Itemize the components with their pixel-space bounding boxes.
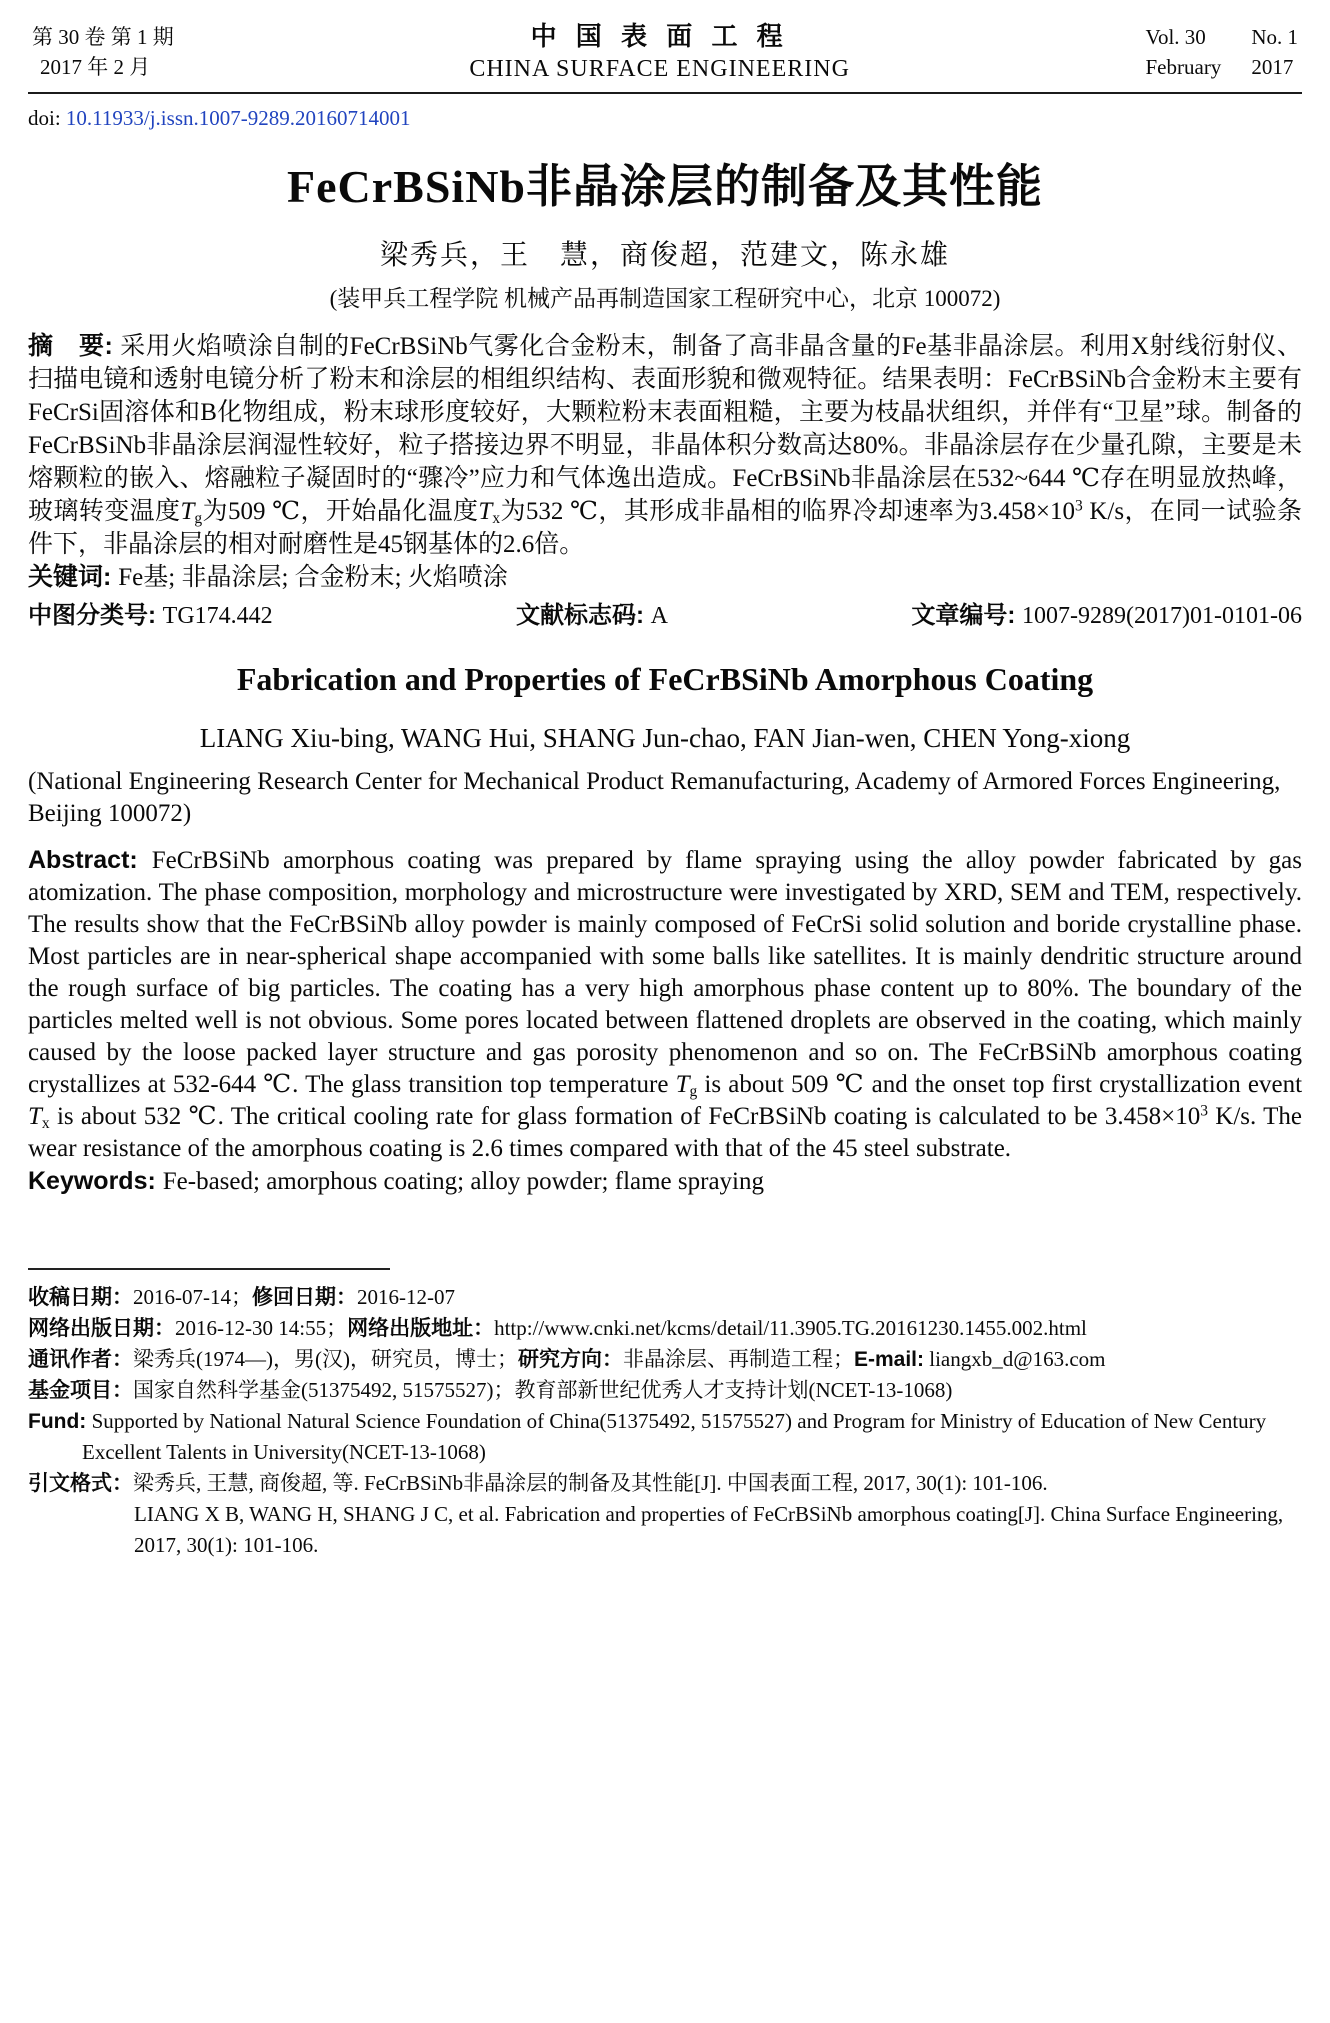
- clc-number: [28, 600, 273, 632]
- abstract-cn-text-1: 采用火焰喷涂自制的FeCrBSiNb气雾化合金粉末，制备了高非晶含量的Fe基非晶涂层。利用X射线衍射仪、扫描电镜和透射电镜分析了粉末和涂层的相组织结构、表面形貌和微观特征。结果表明：FeCrBSiNb合金粉末主要有FeCrSi固溶体和B化物组成，粉末球形度较好，大颗粒粉末表面粗糙，主要为枝晶状组织，并伴有“卫星”球。制备的FeCrBSiNb非晶涂层润湿性较好，粒子搭接边界不明显，非晶体积分数高达80%。非晶涂层存在少量孔隙，主要是未熔颗粒的嵌入、熔融粒子凝固时的“骤冷”应力和气体逸出造成。FeCrBSiNb非晶涂层在532~644 ℃存在明显放热峰，玻璃转变温度: [28, 333, 1303, 525]
- article-id-label: 文章编号:: [911, 602, 1023, 629]
- clc-value: TG174.442: [162, 603, 273, 629]
- fund-en-label: Fund:: [28, 1410, 87, 1433]
- keywords-label-en: Keywords:: [28, 1167, 163, 1195]
- header-rule: [28, 92, 1302, 94]
- keywords-en: [28, 1165, 1302, 1198]
- abstract-label-cn: 摘 要:: [28, 332, 121, 360]
- affiliation-en: (National Engineering Research Center for Mechanical Product Remanufacturing, Academy of Armored Forces Engineering, Beijing 100072): [28, 768, 1281, 827]
- online-address-url: http://www.cnki.net/kcms/detail/11.3905.TG.20161230.1455.002.html: [494, 1316, 1087, 1340]
- abstract-cn: [28, 330, 1302, 561]
- glass-transition-subscript: g: [194, 509, 203, 527]
- journal-title-block: [469, 20, 850, 84]
- glass-transition-symbol-en: T: [675, 1071, 690, 1098]
- doi-link[interactable]: 10.11933/j.issn.1007-9289.20160714001: [65, 106, 411, 130]
- document-code-label: 文献标志码:: [516, 602, 651, 629]
- authors-cn: 梁秀兵，王 慧，商俊超，范建文，陈永雄: [379, 240, 950, 271]
- abstract-cn-text-4: K/s，在同一试验条件下，非晶涂层的相对耐磨性是45钢基体的2.6倍。: [28, 498, 1302, 558]
- cooling-rate-exponent: 3: [1074, 497, 1083, 515]
- keywords-cn: [28, 561, 1302, 594]
- email-value: liangxb_d@163.com: [924, 1347, 1106, 1371]
- fund-cn-label: 基金项目：: [28, 1379, 133, 1402]
- article-id: [911, 600, 1302, 632]
- citation-en: LIANG X B, WANG H, SHANG J C, et al. Fabrication and properties of FeCrBSiNb amorphous coating[J]. China Surface Engineering, 2017, 30(1): 101-106.: [134, 1502, 1284, 1557]
- journal-header: [28, 18, 1302, 92]
- affiliation-cn: (装甲兵工程学院 机械产品再制造国家工程研究中心，北京 100072): [329, 286, 1001, 311]
- corresponding-author-label: 通讯作者：: [28, 1348, 133, 1371]
- abstract-en-text-4: K/s. The wear resistance of the amorphous coating is 2.6 times compared with that of the 45 steel substrate.: [28, 1103, 1302, 1162]
- header-date-cn: 2017 年 2 月: [40, 55, 151, 79]
- note-fund-cn: [28, 1375, 1302, 1406]
- online-date-label: 网络出版日期：: [28, 1317, 175, 1340]
- abstract-cn-text-2: 为509 ℃，开始晶化温度: [202, 498, 479, 525]
- fund-en-value: Supported by National Natural Science Foundation of China(51375492, 51575527) and Program for Ministry of Education of New Century Excellent Talents in University(NCET-13-1068): [82, 1409, 1267, 1464]
- glass-transition-symbol: T: [180, 498, 195, 525]
- article-title-en: Fabrication and Properties of FeCrBSiNb Amorphous Coating: [236, 661, 1094, 697]
- crystallization-subscript-en: x: [41, 1114, 50, 1132]
- journal-title-en: CHINA SURFACE ENGINEERING: [469, 56, 850, 82]
- document-code: [516, 600, 668, 632]
- note-online-publication: [28, 1313, 1302, 1344]
- footnotes: [28, 1282, 1302, 1561]
- keywords-text-en: Fe-based; amorphous coating; alloy powder; flame spraying: [162, 1168, 764, 1195]
- received-date-label: 收稿日期：: [28, 1286, 133, 1309]
- abstract-cn-text-3: 为532 ℃，其形成非晶相的临界冷却速率为3.458×10: [500, 498, 1075, 525]
- header-volume-issue-cn: 第 30 卷 第 1 期: [32, 25, 174, 49]
- online-address-label: 网络出版地址：: [347, 1317, 495, 1340]
- abstract-en-text-1: FeCrBSiNb amorphous coating was prepared by flame spraying using the alloy powder fabricated by gas atomization. The phase composition, morphology and microstructure were investigated by XRD, SEM and TEM, respectively. The results show that the FeCrBSiNb alloy powder is mainly composed of FeCrSi solid solution and boride crystalline phase. Most particles are in near-spherical shape accompanied with some balls like satellites. It is mainly dendritic structure around the rough surface of big particles. The coating has a very high amorphous phase content up to 80%. The boundary of the particles melted well is not obvious. Some pores located between flattened droplets are observed in the coating, which mainly caused by the loose packed layer structure and gas porosity phenomenon and so on. The FeCrBSiNb amorphous coating crystallizes at 532-644 ℃. The glass transition top temperature: [28, 847, 1303, 1098]
- doi-line: [28, 106, 1302, 131]
- crystallization-symbol-en: T: [28, 1103, 42, 1130]
- corresponding-author-value: 梁秀兵(1974—)，男(汉)，研究员，博士；: [133, 1347, 518, 1371]
- clc-label: 中图分类号:: [28, 602, 163, 629]
- journal-title-cn: 中 国 表 面 工 程: [530, 21, 789, 51]
- note-citation: [28, 1468, 1302, 1561]
- header-month-en: February: [1145, 55, 1222, 79]
- revised-date-value: 2016-12-07: [357, 1285, 455, 1309]
- article-id-value: 1007-9289(2017)01-0101-06: [1022, 603, 1302, 629]
- doi-label: doi:: [28, 106, 66, 130]
- keywords-label-cn: 关键词:: [28, 563, 119, 591]
- cooling-rate-exponent-en: 3: [1200, 1102, 1208, 1120]
- abstract-en-text-3: is about 532 ℃. The critical cooling rate for glass formation of FeCrBSiNb coating is calculated to be 3.458×10: [49, 1103, 1201, 1130]
- document-code-value: A: [650, 603, 669, 629]
- abstract-label-en: Abstract:: [28, 846, 152, 874]
- fund-cn-value: 国家自然科学基金(51375492, 51575527)；教育部新世纪优秀人才支持计划(NCET-13-1068): [133, 1378, 953, 1402]
- received-date-value: 2016-07-14；: [133, 1285, 252, 1309]
- citation-cn: 梁秀兵, 王慧, 商俊超, 等. FeCrBSiNb非晶涂层的制备及其性能[J]. 中国表面工程, 2017, 30(1): 101-106.: [133, 1471, 1048, 1495]
- article-title-cn: FeCrBSiNb非晶涂层的制备及其性能: [287, 161, 1043, 212]
- note-dates: [28, 1282, 1302, 1313]
- header-issue-cn: [32, 22, 174, 82]
- crystallization-symbol: T: [478, 498, 493, 525]
- authors-en: LIANG Xiu-bing, WANG Hui, SHANG Jun-chao, FAN Jian-wen, CHEN Yong-xiong: [199, 723, 1131, 753]
- header-issue-en: [1146, 22, 1298, 82]
- classification-row: [28, 600, 1302, 632]
- research-direction-value: 非晶涂层、再制造工程；: [622, 1347, 854, 1371]
- note-fund-en: [28, 1406, 1302, 1468]
- header-volume-en: Vol. 30: [1145, 25, 1206, 49]
- note-corresponding-author: [28, 1344, 1302, 1375]
- abstract-en: [28, 844, 1302, 1165]
- revised-date-label: 修回日期：: [252, 1286, 357, 1309]
- crystallization-subscript: x: [492, 509, 501, 527]
- keywords-text-cn: Fe基; 非晶涂层; 合金粉末; 火焰喷涂: [118, 564, 508, 591]
- email-label: E-mail:: [853, 1348, 924, 1371]
- online-date-value: 2016-12-30 14:55；: [175, 1316, 348, 1340]
- citation-label: 引文格式：: [28, 1472, 133, 1495]
- header-year-en: 2017: [1251, 55, 1294, 79]
- header-number-en: No. 1: [1251, 25, 1298, 49]
- footnote-rule: [28, 1268, 390, 1270]
- abstract-en-text-2: is about 509 ℃ and the onset top first crystallization event: [697, 1071, 1303, 1098]
- glass-transition-subscript-en: g: [689, 1082, 698, 1100]
- research-direction-label: 研究方向：: [517, 1348, 623, 1371]
